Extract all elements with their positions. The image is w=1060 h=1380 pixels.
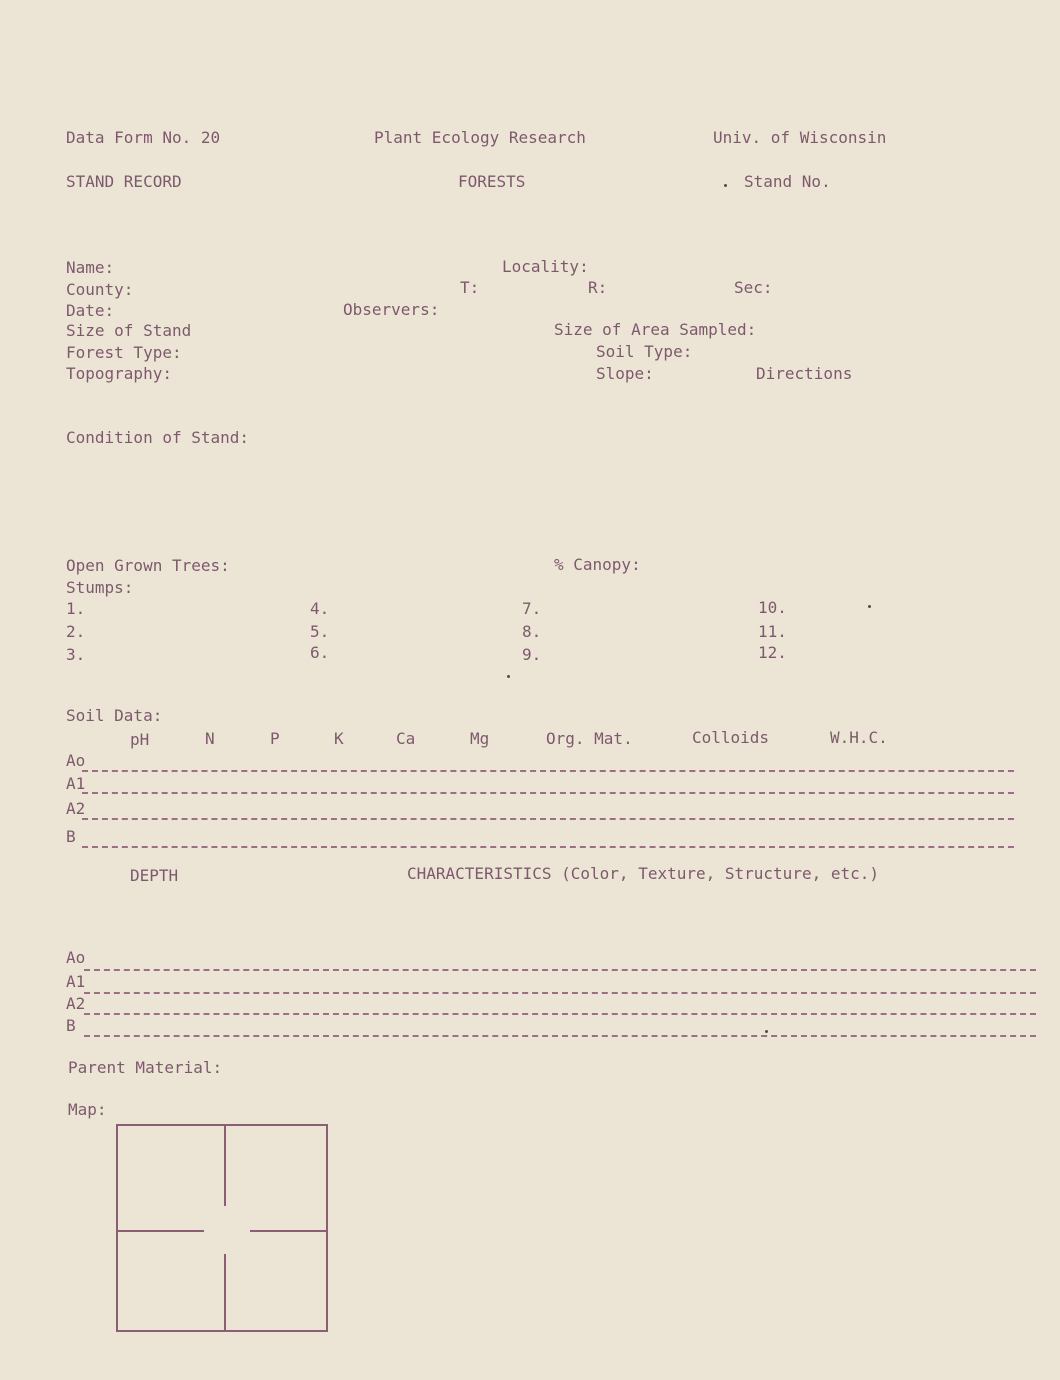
- paper-speck: [868, 605, 871, 608]
- profile-horizon-label: B: [66, 1016, 76, 1035]
- name-label: Name:: [66, 258, 115, 277]
- soil-column-colloids: Colloids: [692, 728, 770, 747]
- soil-column-p: P: [270, 729, 280, 748]
- soil-horizon-label: A2: [66, 799, 86, 818]
- soil-row-line: [82, 792, 1014, 794]
- directions-label: Directions: [756, 364, 853, 383]
- profile-row-line: [84, 1035, 1036, 1037]
- map-grid: [116, 1124, 328, 1332]
- characteristics-label: CHARACTERISTICS (Color, Texture, Structure, etc.): [407, 864, 880, 883]
- stump-number: 12.: [758, 643, 787, 662]
- profile-horizon-label: A1: [66, 972, 86, 991]
- stump-number: 2.: [66, 622, 86, 641]
- stump-number: 6.: [310, 643, 330, 662]
- date-label: Date:: [66, 301, 115, 320]
- soil-column-k: K: [334, 729, 344, 748]
- profile-row-line: [84, 1013, 1036, 1015]
- map-label: Map:: [68, 1100, 107, 1119]
- observers-label: Observers:: [343, 300, 440, 319]
- profile-row-line: [84, 969, 1036, 971]
- canopy-label: % Canopy:: [554, 555, 641, 574]
- soil-column-n: N: [205, 729, 215, 748]
- parent-material-label: Parent Material:: [68, 1058, 223, 1077]
- soil-data-title: Soil Data:: [66, 706, 163, 725]
- soil-row-line: [82, 846, 1014, 848]
- open-grown-label: Open Grown Trees:: [66, 556, 230, 575]
- map-divider: [224, 1254, 226, 1332]
- stump-number: 4.: [310, 599, 330, 618]
- soil-column-ph: pH: [130, 730, 150, 749]
- paper-speck: [765, 1030, 768, 1033]
- slope-label: Slope:: [596, 364, 654, 383]
- profile-row-line: [84, 992, 1036, 994]
- soil-row-line: [82, 770, 1014, 772]
- stand-size-label: Size of Stand: [66, 321, 192, 340]
- soil-column-ca: Ca: [396, 729, 416, 748]
- county-label: County:: [66, 280, 134, 299]
- depth-label: DEPTH: [130, 866, 179, 885]
- profile-horizon-label: A2: [66, 994, 86, 1013]
- category: FORESTS: [458, 172, 526, 191]
- condition-label: Condition of Stand:: [66, 428, 250, 447]
- range-label: R:: [588, 278, 608, 297]
- area-sampled-label: Size of Area Sampled:: [554, 320, 757, 339]
- forest-type-label: Forest Type:: [66, 343, 182, 362]
- form-number: Data Form No. 20: [66, 128, 221, 147]
- soil-type-label: Soil Type:: [596, 342, 693, 361]
- stump-number: 10.: [758, 598, 787, 617]
- map-divider: [224, 1126, 226, 1206]
- stump-number: 11.: [758, 622, 787, 641]
- stand-number: Stand No.: [744, 172, 831, 191]
- record-type: STAND RECORD: [66, 172, 182, 191]
- stump-number: 5.: [310, 622, 330, 641]
- soil-horizon-label: A1: [66, 774, 86, 793]
- soil-row-line: [82, 818, 1014, 820]
- soil-column-whc: W.H.C.: [830, 728, 888, 747]
- profile-horizon-label: Ao: [66, 948, 86, 967]
- map-divider: [250, 1230, 328, 1232]
- university: Univ. of Wisconsin: [713, 128, 887, 147]
- map-divider: [118, 1230, 204, 1232]
- paper-speck: [507, 675, 510, 678]
- stump-number: 1.: [66, 599, 86, 618]
- stump-number: 8.: [522, 622, 542, 641]
- stump-number: 3.: [66, 645, 86, 664]
- township-label: T:: [460, 278, 480, 297]
- paper-speck: [724, 184, 727, 187]
- stump-number: 9.: [522, 645, 542, 664]
- soil-horizon-label: Ao: [66, 751, 86, 770]
- locality-label: Locality:: [502, 257, 589, 276]
- section-label: Sec:: [734, 278, 773, 297]
- stump-number: 7.: [522, 599, 542, 618]
- topography-label: Topography:: [66, 364, 172, 383]
- stumps-label: Stumps:: [66, 578, 134, 597]
- organization: Plant Ecology Research: [374, 128, 586, 147]
- soil-column-org-mat: Org. Mat.: [546, 729, 633, 748]
- soil-column-mg: Mg: [470, 729, 490, 748]
- soil-horizon-label: B: [66, 827, 76, 846]
